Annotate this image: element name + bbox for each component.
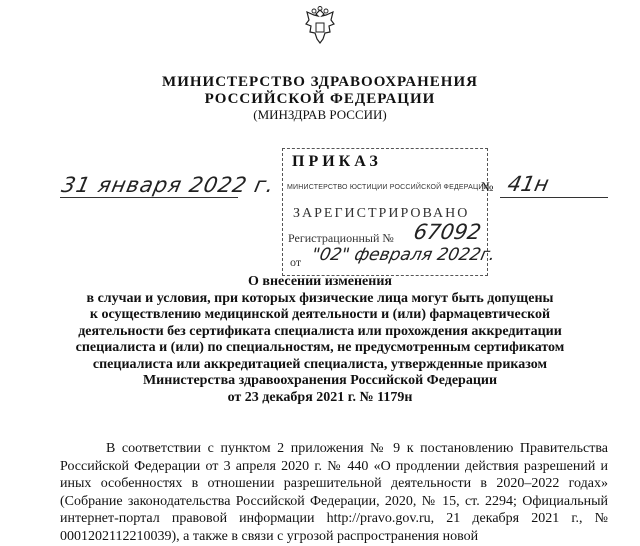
order-type: ПРИКАЗ	[292, 153, 382, 170]
stamp-reg-date: "02" февраля 2022г.	[309, 245, 498, 265]
stamp-ministry: МИНИСТЕРСТВО ЮСТИЦИИ РОССИЙСКОЙ ФЕДЕРАЦИИ	[287, 184, 489, 191]
stamp-registered: ЗАРЕГИСТРИРОВАНО	[293, 206, 470, 221]
stamp-reg-number: 67092	[411, 220, 483, 244]
document-body	[60, 440, 608, 546]
ministry-name	[0, 74, 640, 108]
order-number: 41н	[505, 172, 552, 196]
title-line: от 23 декабря 2021 г. № 1179н	[227, 389, 413, 405]
ministry-line-2: РОССИЙСКОЙ ФЕДЕРАЦИИ	[204, 91, 436, 107]
title-line: специалиста и (или) по специальностям, не предусмотренным сертификатом	[75, 340, 565, 355]
coat-of-arms-emblem	[303, 6, 337, 48]
title-line: Министерства здравоохранения Российской Федерации	[142, 373, 498, 388]
stamp-from-label: от	[290, 255, 302, 269]
title-line: специалиста или аккредитацией специалиста, утвержденные приказом	[92, 356, 548, 372]
ministry-short-name: (МИНЗДРАВ РОССИИ)	[253, 107, 387, 122]
title-line: О внесении изменения	[248, 274, 392, 289]
order-date: 31 января 2022 г.	[59, 173, 278, 197]
number-sign: №	[481, 179, 494, 194]
number-underline	[500, 197, 608, 198]
ministry-line-1: МИНИСТЕРСТВО ЗДРАВООХРАНЕНИЯ	[162, 74, 478, 90]
body-paragraph: В соответствии с пунктом 2 приложения № 9 к постановлению Правительства Российской Федерации от 3 апреля 2020 г. № 440 «О продлении действия разрешений и иных особенностях в отношении разрешительной деятельности в 2020–2022 годах» (Собрание законодательства Российской Федерации, 2020, № 15, ст. 2294; Официальный интернет-портал правовой информации http://pravo.gov.ru, 21 декабря 2021 г., № 0001202112210039), а также в связи с угрозой распространения новой	[60, 441, 608, 544]
title-line: в случаи и условия, при которых физические лица могут быть допущены	[86, 290, 554, 306]
stamp-reg-label: Регистрационный №	[288, 231, 394, 245]
title-line: деятельности без сертификата специалиста или прохождения аккредитации	[78, 323, 562, 339]
document-title	[0, 274, 640, 406]
date-underline	[60, 197, 238, 198]
title-line: к осуществлению медицинской деятельности и (или) фармацевтической	[89, 307, 551, 322]
